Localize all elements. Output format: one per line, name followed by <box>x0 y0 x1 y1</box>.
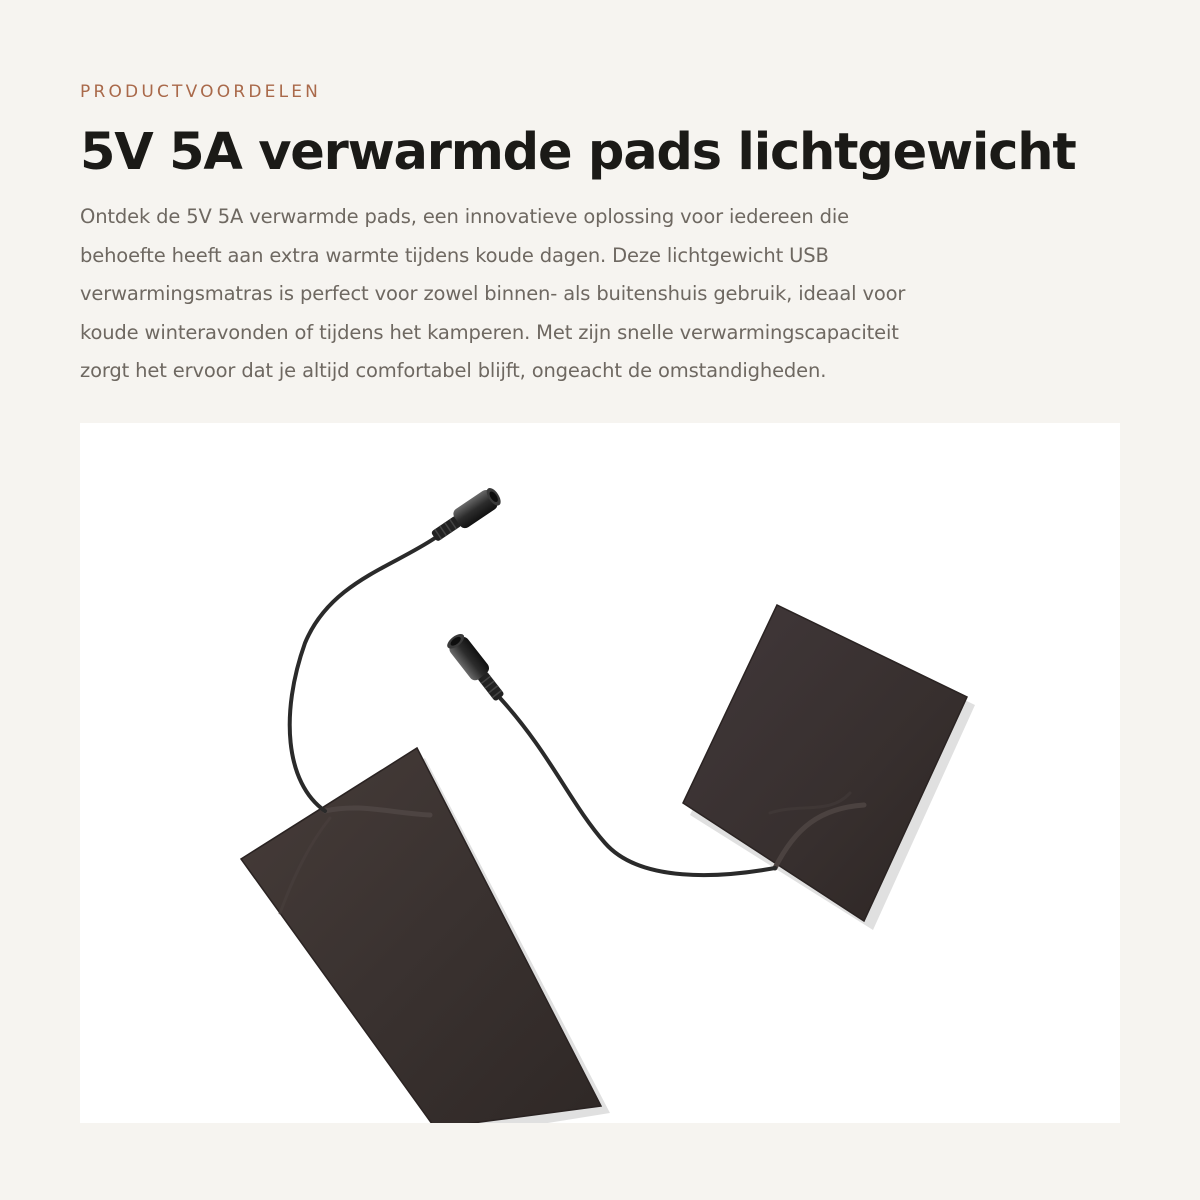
section-description <box>80 198 1100 391</box>
description-line: behoefte heeft aan extra warmte tijdens koude dagen. Deze lichtgewicht USB <box>80 243 829 267</box>
description-line: verwarmingsmatras is perfect voor zowel binnen- als buitenshuis gebruik, ideaal voor <box>80 282 906 305</box>
heating-pad-left <box>241 748 601 1123</box>
heating-pads-illustration <box>80 423 1120 1123</box>
description-line: koude winteravonden of tijdens het kamperen. Met zijn snelle verwarmingscapaciteit <box>80 320 899 344</box>
section-title: 5V 5A verwarmde pads lichtgewicht <box>80 123 1076 182</box>
description-line: zorgt het ervoor dat je altijd comfortabel blijft, ongeacht de omstandigheden. <box>80 359 827 382</box>
description-line: Ontdek de 5V 5A verwarmde pads, een innovatieve oplossing voor iedereen die <box>80 205 849 228</box>
product-photo <box>80 423 1120 1123</box>
section-eyebrow: PRODUCTVOORDELEN <box>80 82 322 102</box>
